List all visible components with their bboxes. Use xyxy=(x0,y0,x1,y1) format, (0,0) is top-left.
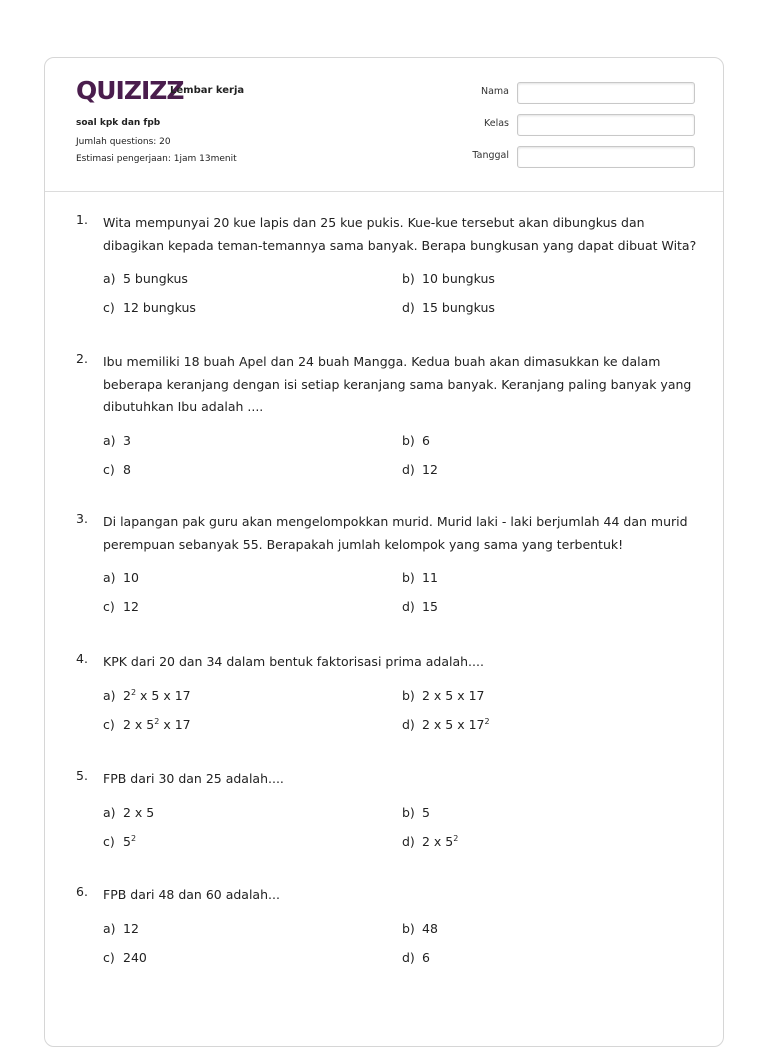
option-letter: b) xyxy=(402,271,415,286)
answer-option xyxy=(402,950,430,965)
answer-option xyxy=(103,921,139,936)
question-text: FPB dari 48 dan 60 adalah... xyxy=(103,887,280,902)
option-text: 15 xyxy=(422,599,438,614)
option-letter: a) xyxy=(103,804,116,820)
option-text: 2 x 5 xyxy=(123,804,155,820)
question-text: Ibu memiliki 18 buah Apel dan 24 buah Mangga. Kedua buah akan dimasukkan ke dalam beberapa keranjang dengan isi setiap keranjang sama banyak. Keranjang paling banyak yang dibutuhkan Ibu adalah .... xyxy=(103,354,692,414)
question-text: Wita mempunyai 20 kue lapis dan 25 kue pukis. Kue-kue tersebut akan dibungkus dan dibagikan kepada teman-temannya sama banyak. Berapa bungkusan yang dapat dibuat Wita? xyxy=(103,215,697,253)
answer-option xyxy=(402,599,438,614)
option-letter: c) xyxy=(103,300,115,315)
option-letter: b) xyxy=(402,432,415,448)
option-letter: d) xyxy=(402,949,415,965)
option-text: 12 xyxy=(123,920,139,936)
option-text: 240 xyxy=(123,949,147,965)
date-label: Tanggal xyxy=(472,150,509,161)
worksheet xyxy=(44,57,724,1047)
option-letter: d) xyxy=(402,599,415,614)
class-field[interactable] xyxy=(517,114,695,136)
option-letter: b) xyxy=(402,804,415,820)
question-number: 6. xyxy=(76,884,88,899)
question-number: 2. xyxy=(76,351,88,366)
worksheet-header xyxy=(45,58,723,192)
option-text: 10 bungkus xyxy=(422,271,495,286)
option-letter: c) xyxy=(103,461,115,477)
date-field[interactable] xyxy=(517,146,695,168)
option-text: 12 xyxy=(422,461,438,477)
answer-option xyxy=(402,300,495,315)
answer-option xyxy=(103,599,139,614)
quizizz-logo: QUIZIZZ xyxy=(76,76,184,105)
option-text: 5 bungkus xyxy=(123,271,188,286)
answer-option xyxy=(402,921,438,936)
option-letter: d) xyxy=(402,833,415,849)
option-text: 12 bungkus xyxy=(123,300,196,315)
option-letter: a) xyxy=(103,271,116,286)
answer-option xyxy=(103,834,136,849)
answer-option xyxy=(103,462,131,477)
question-count: Jumlah questions: 20 xyxy=(76,137,171,147)
worksheet-title: soal kpk dan fpb xyxy=(76,118,161,128)
answer-option xyxy=(103,570,139,585)
question-number: 4. xyxy=(76,651,88,666)
option-letter: d) xyxy=(402,300,415,315)
question-text: KPK dari 20 dan 34 dalam bentuk faktorisasi prima adalah.... xyxy=(103,654,484,669)
worksheet-tag: Lembar kerja xyxy=(170,85,245,96)
option-letter: c) xyxy=(103,833,115,849)
answer-option xyxy=(402,271,495,286)
option-text: 12 xyxy=(123,599,139,614)
question-text: FPB dari 30 dan 25 adalah.... xyxy=(103,771,284,786)
answer-option xyxy=(402,834,458,849)
question-number: 1. xyxy=(76,212,88,227)
option-text: 6 xyxy=(422,432,430,448)
answer-option xyxy=(402,805,430,820)
option-text: 48 xyxy=(422,920,438,936)
option-letter: a) xyxy=(103,687,116,703)
option-text: 11 xyxy=(422,570,438,585)
option-letter: c) xyxy=(103,949,115,965)
answer-option xyxy=(103,433,131,448)
option-text: 2 x $5^2$ xyxy=(422,833,459,849)
name-label: Nama xyxy=(480,86,509,97)
option-letter: a) xyxy=(103,920,116,936)
answer-option xyxy=(402,462,438,477)
option-text: 15 bungkus xyxy=(422,300,495,315)
option-text: 2 x 5 x 17 xyxy=(422,687,485,703)
question-number: 5. xyxy=(76,768,88,783)
answer-option xyxy=(103,950,147,965)
option-text: $5^2$ xyxy=(123,833,137,849)
option-letter: a) xyxy=(103,432,116,448)
option-letter: b) xyxy=(402,687,415,703)
option-letter: c) xyxy=(103,599,115,614)
option-letter: b) xyxy=(402,920,415,936)
question-text: Di lapangan pak guru akan mengelompokkan murid. Murid laki - laki berjumlah 44 dan murid perempuan sebanyak 55. Berapakah jumlah kelompok yang sama yang terbentuk! xyxy=(103,514,688,552)
answer-option xyxy=(103,300,196,315)
option-text: 6 xyxy=(422,949,430,965)
answer-option xyxy=(402,717,490,732)
option-text: 8 xyxy=(123,461,131,477)
name-field[interactable] xyxy=(517,82,695,104)
option-text: 2 x 5 x $17^2$ xyxy=(422,716,490,732)
question-number: 3. xyxy=(76,511,88,526)
option-letter: d) xyxy=(402,716,415,732)
answer-option xyxy=(402,688,485,703)
option-text: 5 xyxy=(422,804,430,820)
option-letter: b) xyxy=(402,570,415,585)
answer-option xyxy=(402,433,430,448)
estimated-time: Estimasi pengerjaan: 1jam 13menit xyxy=(76,154,237,164)
answer-option xyxy=(103,717,191,732)
option-text: 3 xyxy=(123,432,131,448)
class-label: Kelas xyxy=(483,118,509,129)
answer-option xyxy=(103,688,191,703)
option-text: $2^2$ x 5 x 17 xyxy=(123,687,191,703)
option-letter: a) xyxy=(103,570,116,585)
option-letter: c) xyxy=(103,716,115,732)
answer-option xyxy=(103,805,154,820)
option-text: 2 x $5^2$ x 17 xyxy=(123,716,191,732)
option-letter: d) xyxy=(402,461,415,477)
option-text: 10 xyxy=(123,570,139,585)
answer-option xyxy=(103,271,188,286)
answer-option xyxy=(402,570,438,585)
